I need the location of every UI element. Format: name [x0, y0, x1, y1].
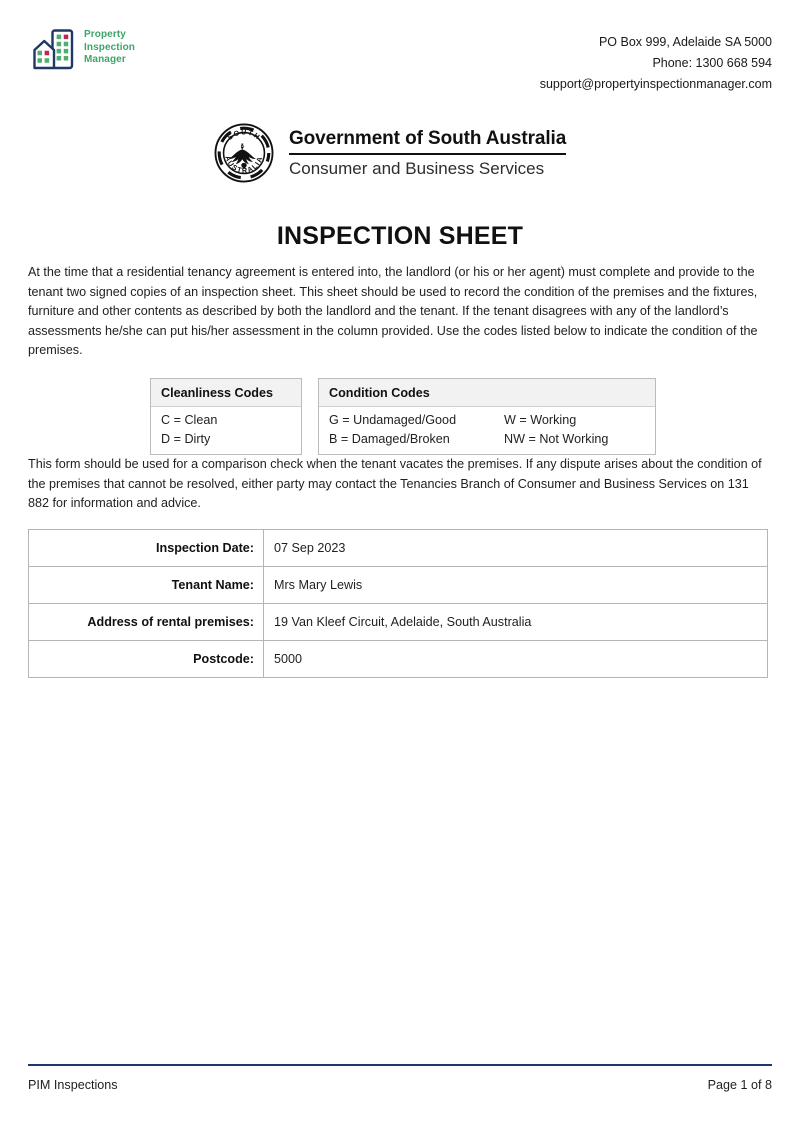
logo-line-1: Property: [84, 29, 126, 40]
government-department: Consumer and Business Services: [289, 159, 545, 178]
note-paragraph: This form should be used for a comparison check when the tenant vacates the premises. If any dispute arises about the condition of the premises that cannot be resolved, either party may contact the Tenancies Branch of Consumer and Business Services on 131 882 for information and advice.: [28, 457, 762, 511]
address-value: 19 Van Kleef Circuit, Adelaide, South Australia: [264, 604, 768, 641]
codes-section: [150, 378, 656, 455]
condition-code-2-left: B = Damaged/Broken: [329, 431, 450, 446]
table-row: [29, 641, 768, 678]
page-number: Page 1 of 8: [707, 1078, 772, 1092]
contact-email: support@propertyinspectionmanager.com: [539, 77, 772, 91]
contact-details: [540, 32, 772, 95]
cleanliness-codes-heading: Cleanliness Codes: [151, 379, 301, 407]
inspection-details-table: [28, 529, 768, 678]
emblem-text-bottom: AUSTRALIA: [223, 154, 265, 176]
code-row: [161, 430, 291, 449]
cleanliness-code-2: D = Dirty: [161, 431, 211, 446]
condition-codes-body: [319, 407, 655, 454]
logo-line-3: Manager: [84, 54, 126, 65]
page-header: [28, 26, 772, 104]
intro-paragraph: At the time that a residential tenancy agreement is entered into, the landlord (or his or her agent) must complete and provide to the tenant two signed copies of an inspection sheet. This sheet should be used to record the condition of the premises and the fixtures, furniture and other contents as described by both the landlord and the tenant. If the tenant disagrees with any of the landlord’s assessments he/she can put his/her assessment in the column provided. Use the codes listed below to indicate the condition of the premises.: [28, 265, 758, 358]
code-row: [329, 411, 645, 430]
inspection-date-value: 07 Sep 2023: [264, 530, 768, 567]
address-label: Address of rental premises:: [29, 604, 264, 641]
logo-line-2: Inspection: [84, 41, 136, 53]
table-row: [29, 604, 768, 641]
property-building-logo-icon: [30, 26, 78, 74]
table-row: [29, 567, 768, 604]
cleanliness-codes-box: [150, 378, 302, 455]
government-wordmark: [289, 126, 566, 180]
footer-left-text: PIM Inspections: [28, 1078, 118, 1092]
emblem-text-top: SOUTH: [225, 128, 262, 142]
south-australia-coat-of-arms-icon: [213, 122, 275, 184]
footer-divider: [28, 1064, 772, 1066]
postcode-label: Postcode:: [29, 641, 264, 678]
code-row: [329, 430, 645, 449]
government-logo: [213, 122, 566, 184]
footer-row: [28, 1078, 772, 1092]
inspection-date-label: Inspection Date:: [29, 530, 264, 567]
condition-codes-box: [318, 378, 656, 455]
page-footer: [28, 1064, 772, 1092]
code-row: [161, 411, 291, 430]
condition-codes-heading: Condition Codes: [319, 379, 655, 407]
postcode-value: 5000: [264, 641, 768, 678]
table-row: [29, 530, 768, 567]
cleanliness-code-1: C = Clean: [161, 413, 218, 427]
tenant-name-value: Mrs Mary Lewis: [264, 567, 768, 604]
government-title: Government of South Australia: [289, 128, 567, 149]
condition-code-2-right: NW = Not Working: [504, 431, 609, 446]
cleanliness-codes-body: [151, 407, 301, 454]
contact-address: PO Box 999, Adelaide SA 5000: [598, 35, 772, 49]
company-logo: [30, 26, 135, 74]
page-title: INSPECTION SHEET: [276, 222, 524, 250]
contact-phone: Phone: 1300 668 594: [652, 56, 772, 70]
tenant-name-label: Tenant Name:: [29, 567, 264, 604]
government-divider: [289, 153, 566, 155]
company-logo-text: [84, 26, 135, 67]
condition-code-1-left: G = Undamaged/Good: [329, 413, 457, 427]
condition-code-1-right: W = Working: [504, 413, 577, 427]
